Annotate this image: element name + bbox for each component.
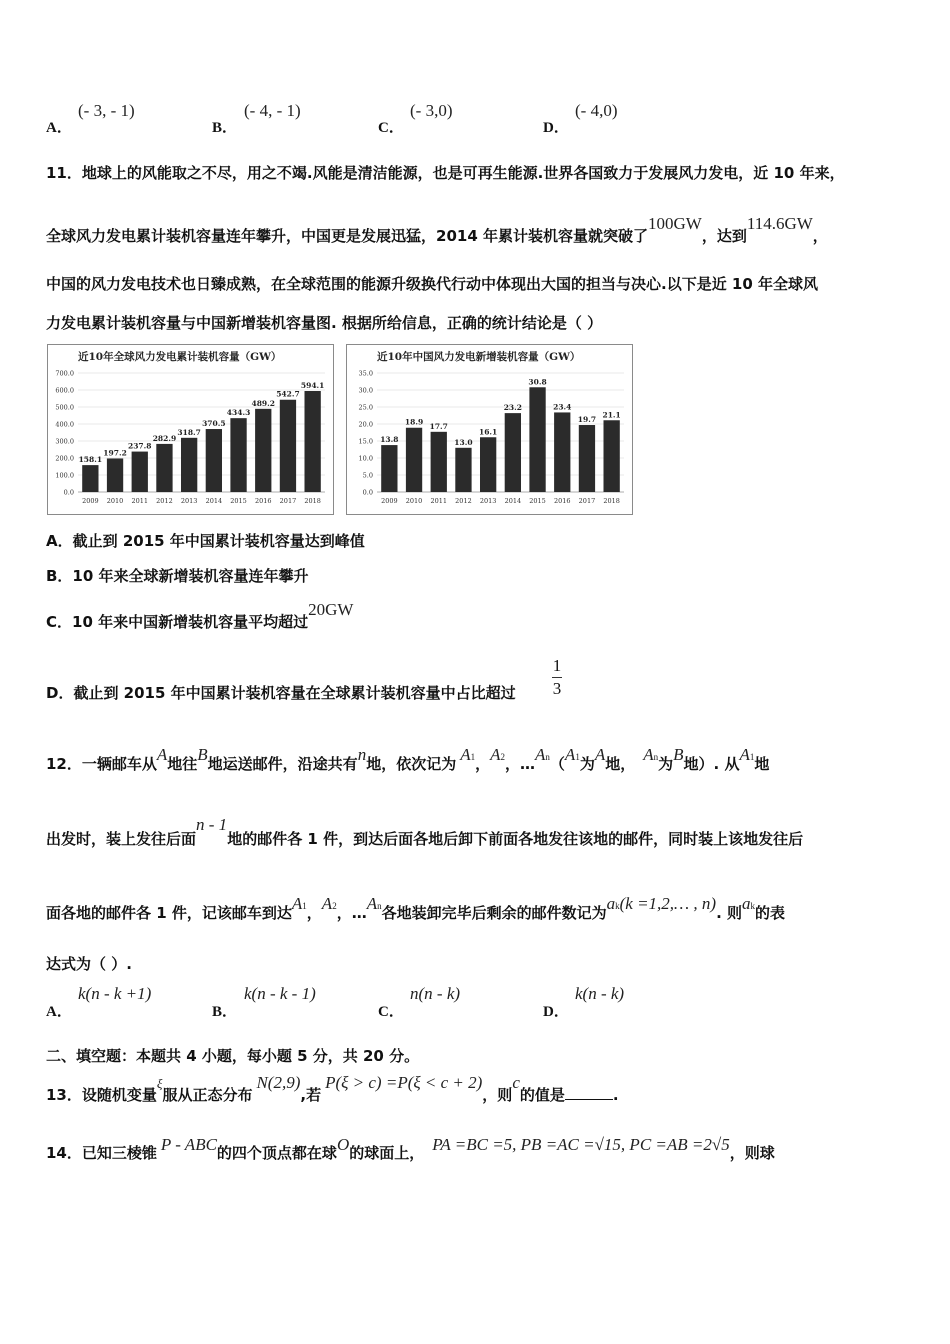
y-tick-label: 100.0 bbox=[55, 471, 74, 480]
math-probability-condition: P(ξ > c) =P(ξ < c + 2) bbox=[325, 1073, 483, 1092]
x-tick-label: 2015 bbox=[230, 497, 247, 505]
y-tick-label: 0.0 bbox=[63, 488, 74, 497]
bar bbox=[280, 400, 296, 492]
bar-value-label: 19.7 bbox=[577, 415, 597, 425]
y-tick-label: 600.0 bbox=[55, 386, 74, 395]
y-tick-label: 400.0 bbox=[55, 420, 74, 429]
x-tick-label: 2014 bbox=[504, 497, 522, 505]
bar-value-label: 370.5 bbox=[202, 419, 226, 429]
chart-china-svg bbox=[347, 345, 632, 514]
bar bbox=[181, 438, 197, 492]
q10-option-a-value: (- 3, - 1) bbox=[78, 101, 135, 120]
math-A1c-sub: 1 bbox=[749, 752, 755, 762]
x-tick-label: 2012 bbox=[455, 497, 472, 505]
bar-value-label: 158.1 bbox=[78, 455, 103, 465]
math-l3-An bbox=[367, 894, 382, 913]
x-tick-label: 2018 bbox=[603, 497, 620, 505]
math-edge-equations: PA =BC =5, PB =AC =√15, PC =AB =2√5 bbox=[432, 1135, 730, 1154]
q12-line-4: 达式为（ ）. bbox=[46, 955, 132, 973]
bar-value-label: 23.2 bbox=[503, 403, 522, 413]
x-tick-label: 2018 bbox=[304, 497, 321, 505]
math-Anb bbox=[643, 745, 658, 764]
bar-value-label: 542.7 bbox=[276, 389, 300, 399]
q10-option-c-letter: C． bbox=[378, 120, 404, 136]
q12-line3-text-a: 面各地的邮件各 1 件，记该邮车到达 bbox=[46, 904, 292, 922]
math-ak-sub: k bbox=[615, 901, 620, 911]
q13-text-6: . bbox=[612, 1086, 619, 1104]
q12-comma-2: ，… bbox=[505, 755, 536, 773]
bar-value-label: 18.9 bbox=[404, 417, 424, 427]
y-tick-label: 15.0 bbox=[358, 437, 373, 446]
q12-text-6: 为 bbox=[579, 755, 595, 773]
x-tick-label: 2017 bbox=[279, 497, 297, 505]
math-A1-base: A bbox=[460, 745, 471, 764]
y-tick-label: 5.0 bbox=[362, 471, 373, 480]
q10-option-a-letter: A． bbox=[46, 120, 72, 136]
q11-line-3: 中国的风力发电技术也日臻成熟，在全球范围的能源升级换代行动中体现出大国的担当与决心.以下是近 10 年全球风 bbox=[46, 275, 819, 293]
x-tick-label: 2012 bbox=[156, 497, 173, 505]
q12-option-d-letter: D． bbox=[543, 1004, 569, 1020]
y-tick-label: 700.0 bbox=[55, 369, 74, 378]
q11-option-c bbox=[46, 600, 354, 632]
q11-line-4: 力发电累计装机容量与中国新增装机容量图. 根据所给信息，正确的统计结论是（ ） bbox=[46, 314, 603, 332]
bar-value-label: 30.8 bbox=[528, 377, 547, 387]
x-tick-label: 2010 bbox=[106, 497, 124, 505]
bar-value-label: 282.9 bbox=[152, 433, 177, 443]
bar bbox=[579, 425, 595, 492]
q11-line-2 bbox=[46, 214, 828, 246]
math-n-minus-1: n - 1 bbox=[196, 815, 228, 834]
q10-option-c-value: (- 3,0) bbox=[410, 101, 453, 120]
bar-value-label: 17.7 bbox=[429, 421, 448, 431]
q11-line-2-text-b: ，达到 bbox=[701, 227, 747, 245]
math-An bbox=[535, 745, 550, 764]
q14-text-4: ，则球 bbox=[729, 1144, 775, 1162]
bar bbox=[406, 428, 422, 492]
bar bbox=[230, 418, 246, 492]
bar-value-label: 237.8 bbox=[128, 441, 152, 451]
math-n: n bbox=[357, 745, 367, 764]
q11-option-d-fraction bbox=[552, 656, 562, 699]
q12-text-10: 地 bbox=[754, 755, 770, 773]
q12-text-4: 地，依次记为 bbox=[366, 755, 457, 773]
q13 bbox=[46, 1073, 619, 1105]
x-tick-label: 2014 bbox=[205, 497, 223, 505]
q11-math-1146gw: 114.6GW bbox=[746, 214, 813, 233]
q12-text-5: （ bbox=[549, 755, 565, 773]
q12-option-b-value: k(n - k - 1) bbox=[244, 984, 316, 1003]
bar bbox=[156, 444, 172, 492]
bar-value-label: 13.0 bbox=[454, 437, 473, 447]
math-l3-A1-base: A bbox=[291, 894, 303, 913]
math-l3-A1 bbox=[292, 894, 307, 913]
math-A1b-base: A bbox=[564, 745, 576, 764]
math-ak-2 bbox=[742, 894, 755, 913]
y-tick-label: 500.0 bbox=[55, 403, 74, 412]
fraction-bar bbox=[552, 677, 562, 678]
q12-line3-text-c: . 则 bbox=[716, 904, 742, 922]
y-tick-label: 25.0 bbox=[358, 403, 373, 412]
math-A1b-sub: 1 bbox=[575, 752, 580, 762]
y-tick-label: 300.0 bbox=[55, 437, 74, 446]
x-tick-label: 2016 bbox=[553, 497, 571, 505]
math-A2 bbox=[490, 745, 505, 764]
q10-option-b-value: (- 4, - 1) bbox=[244, 101, 301, 120]
math-Anb-sub: n bbox=[653, 752, 659, 762]
q11-option-c-text: C．10 年来中国新增装机容量平均超过 bbox=[46, 613, 309, 631]
fraction-numerator: 1 bbox=[552, 656, 562, 675]
y-tick-label: 20.0 bbox=[358, 420, 373, 429]
q13-text-2: 服从正态分布 bbox=[162, 1086, 253, 1104]
bar-value-label: 197.2 bbox=[103, 448, 127, 458]
q12-option-d-value: k(n - k) bbox=[575, 984, 625, 1003]
q12-text-8: 为 bbox=[658, 755, 674, 773]
q12-line3-text-d: 的表 bbox=[755, 904, 786, 922]
math-xi: ξ bbox=[156, 1076, 163, 1091]
q12-option-c-value: n(n - k) bbox=[410, 984, 461, 1003]
chart-global-svg bbox=[48, 345, 333, 514]
chart-china-new bbox=[346, 344, 633, 515]
q12-line3-comma-2: ，… bbox=[336, 904, 367, 922]
bar-value-label: 23.4 bbox=[553, 402, 572, 412]
x-tick-label: 2009 bbox=[82, 497, 99, 505]
q11-option-a: A．截止到 2015 年中国累计装机容量达到峰值 bbox=[46, 532, 365, 550]
math-A2-base: A bbox=[490, 745, 501, 764]
bar bbox=[206, 429, 222, 492]
math-A1c bbox=[739, 745, 754, 764]
math-l3-An-sub: n bbox=[377, 901, 382, 911]
bar-value-label: 13.8 bbox=[380, 435, 399, 445]
math-B: B bbox=[197, 745, 208, 764]
math-A: A bbox=[156, 745, 168, 764]
x-tick-label: 2013 bbox=[180, 497, 198, 505]
q11-line-2-text-a: 全球风力发电累计装机容量连年攀升，中国更是发展迅猛，2014 年累计装机容量就突破了 bbox=[46, 227, 648, 245]
bar bbox=[132, 452, 148, 492]
math-l3-A2-base: A bbox=[321, 894, 333, 913]
y-tick-label: 10.0 bbox=[358, 454, 373, 463]
q12-line3-comma-1: ， bbox=[306, 904, 322, 922]
bar bbox=[603, 420, 619, 492]
math-A1 bbox=[460, 745, 475, 764]
math-A1b bbox=[565, 745, 580, 764]
q11-math-100gw: 100GW bbox=[647, 214, 702, 233]
bar bbox=[255, 409, 271, 492]
y-tick-label: 200.0 bbox=[55, 454, 74, 463]
q11-option-d bbox=[46, 682, 516, 703]
y-tick-label: 35.0 bbox=[358, 369, 373, 378]
x-tick-label: 2009 bbox=[381, 497, 398, 505]
q14-text-2: 的四个顶点都在球 bbox=[216, 1144, 337, 1162]
math-ak-2-base: a bbox=[742, 894, 751, 913]
q14 bbox=[46, 1135, 775, 1163]
fraction-denominator: 3 bbox=[552, 679, 562, 698]
q12-text-1: 12．一辆邮车从 bbox=[46, 755, 157, 773]
bar bbox=[529, 387, 545, 492]
q12-text-3: 地运送邮件，沿途共有 bbox=[207, 755, 358, 773]
q11-line-1: 11．地球上的风能取之不尽，用之不竭.风能是清洁能源，也是可再生能源.世界各国致力于发展风力发电，近 10 年来， bbox=[46, 164, 845, 182]
math-c: c bbox=[512, 1073, 520, 1092]
x-tick-label: 2010 bbox=[405, 497, 423, 505]
math-l3-A2-sub: 2 bbox=[332, 901, 337, 911]
chart-global-cumulative bbox=[47, 344, 334, 515]
y-tick-label: 30.0 bbox=[358, 386, 373, 395]
q12-option-b-letter: B． bbox=[212, 1004, 238, 1020]
q13-text-3: ,若 bbox=[300, 1086, 322, 1104]
bar bbox=[554, 412, 570, 492]
math-An-sub: n bbox=[545, 752, 550, 762]
q12-line-3 bbox=[46, 894, 786, 923]
q13-answer-blank[interactable] bbox=[565, 1085, 613, 1100]
q11-option-d-text: D．截止到 2015 年中国累计装机容量在全球累计装机容量中占比超过 bbox=[46, 684, 516, 702]
bar bbox=[505, 413, 521, 492]
bar bbox=[480, 437, 496, 492]
bar bbox=[107, 458, 123, 492]
q12-line2-text-a: 出发时，装上发往后面 bbox=[46, 830, 197, 848]
q12-text-2: 地往 bbox=[167, 755, 198, 773]
q12-line-2 bbox=[46, 815, 804, 849]
math-O: O bbox=[336, 1135, 350, 1154]
bar-value-label: 21.1 bbox=[602, 410, 621, 420]
math-l3-A1-sub: 1 bbox=[302, 901, 307, 911]
bar bbox=[431, 432, 447, 492]
q12-option-a-value: k(n - k +1) bbox=[78, 984, 152, 1003]
q11-option-c-math: 20GW bbox=[308, 600, 354, 619]
q12-comma-1: ， bbox=[475, 755, 491, 773]
math-normal-dist: N(2,9) bbox=[256, 1073, 301, 1092]
bar-value-label: 594.1 bbox=[300, 381, 325, 391]
x-tick-label: 2017 bbox=[578, 497, 596, 505]
math-ak-base: a bbox=[606, 894, 616, 913]
q12-option-c-letter: C． bbox=[378, 1004, 404, 1020]
bar bbox=[304, 391, 320, 492]
math-ak-2-sub: k bbox=[750, 901, 755, 911]
math-Bb: B bbox=[673, 745, 684, 764]
chart-title: 近10年中国风力发电新增装机容量（GW） bbox=[377, 351, 581, 363]
math-Anb-base: A bbox=[643, 745, 654, 764]
q12-text-7: 地， bbox=[605, 755, 636, 773]
q12-text-9: 地）. 从 bbox=[683, 755, 740, 773]
q11-line-2-text-c: ， bbox=[812, 227, 828, 245]
q14-text-1: 14．已知三棱锥 bbox=[46, 1144, 157, 1162]
math-An-base: A bbox=[535, 745, 546, 764]
math-ak bbox=[607, 894, 620, 913]
q13-text-5: 的值是 bbox=[519, 1086, 565, 1104]
q14-text-3: 的球面上， bbox=[349, 1144, 425, 1162]
q12-option-a-letter: A． bbox=[46, 1004, 72, 1020]
bar bbox=[381, 445, 397, 492]
bar bbox=[455, 448, 471, 492]
math-k-range: (k =1,2,… , n) bbox=[619, 894, 717, 913]
math-l3-A2 bbox=[322, 894, 337, 913]
x-tick-label: 2016 bbox=[254, 497, 272, 505]
math-A1-sub: 1 bbox=[470, 752, 476, 762]
math-l3-An-base: A bbox=[366, 894, 378, 913]
q10-option-d-value: (- 4,0) bbox=[575, 101, 618, 120]
q12-line-1 bbox=[46, 745, 770, 774]
section-2-heading: 二、填空题：本题共 4 小题，每小题 5 分，共 20 分。 bbox=[46, 1047, 420, 1065]
q13-text-4: ，则 bbox=[482, 1086, 513, 1104]
bar bbox=[82, 465, 98, 492]
q12-line2-text-b: 地的邮件各 1 件，到达后面各地后卸下前面各地发往该地的邮件，同时装上该地发往后 bbox=[227, 830, 804, 848]
bar-value-label: 16.1 bbox=[479, 427, 498, 437]
math-tetrahedron: P - ABC bbox=[160, 1135, 217, 1154]
x-tick-label: 2011 bbox=[430, 497, 448, 505]
bar-value-label: 489.2 bbox=[251, 398, 275, 408]
q13-text-1: 13．设随机变量 bbox=[46, 1086, 157, 1104]
q11-option-b: B．10 年来全球新增装机容量连年攀升 bbox=[46, 567, 309, 585]
q10-option-d-letter: D． bbox=[543, 120, 569, 136]
x-tick-label: 2013 bbox=[479, 497, 497, 505]
bar-value-label: 318.7 bbox=[177, 427, 201, 437]
chart-title: 近10年全球风力发电累计装机容量（GW） bbox=[78, 351, 282, 363]
q10-option-b-letter: B． bbox=[212, 120, 238, 136]
y-tick-label: 0.0 bbox=[362, 488, 373, 497]
q12-line3-text-b: 各地装卸完毕后剩余的邮件数记为 bbox=[381, 904, 607, 922]
math-A1c-base: A bbox=[739, 745, 750, 764]
bar-value-label: 434.3 bbox=[226, 408, 251, 418]
math-A2-sub: 2 bbox=[500, 752, 505, 762]
x-tick-label: 2011 bbox=[131, 497, 149, 505]
x-tick-label: 2015 bbox=[529, 497, 546, 505]
math-Ab: A bbox=[594, 745, 606, 764]
